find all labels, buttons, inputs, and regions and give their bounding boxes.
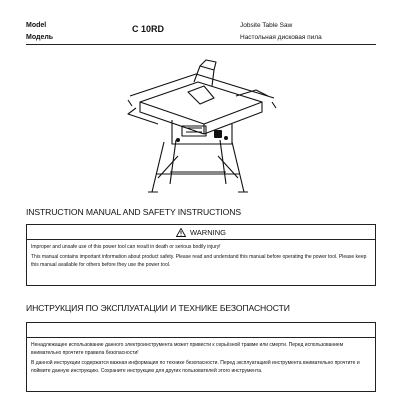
instruction-manual-title: INSTRUCTION MANUAL AND SAFETY INSTRUCTIONS bbox=[26, 207, 241, 217]
warning-header bbox=[27, 225, 375, 240]
warning-text-2: This manual contains important information about product safety. Please read and understand this manual before operating the power tool. Please keep this manual available for others before they use the power tool. bbox=[31, 254, 367, 268]
warning-box bbox=[26, 224, 376, 286]
warning-text-ru-2: В данной инструкции содержатся важная информация по технике безопасности. Перед эксплуатацией инструмента внимательно прочтите и поймите данную инструкцию. Сохраните инструкцию для других пользователей этого инструмента. bbox=[31, 360, 360, 374]
table-saw-illustration bbox=[118, 52, 278, 200]
model-label-en: Model bbox=[26, 22, 47, 29]
warning-box-ru bbox=[26, 322, 376, 392]
warning-label: WARNING bbox=[190, 227, 226, 237]
model-value: C 10RD bbox=[132, 24, 165, 34]
warning-text-1: Improper and unsafe use of this power tool can result in death or serious bodily injury! bbox=[31, 244, 221, 250]
product-name-en: Jobsite Table Saw bbox=[240, 22, 293, 29]
warning-header-ru bbox=[27, 323, 375, 338]
warning-text-ru-1: Ненадлежащее использование данного электроинструмента может привести к серьёзной травме или смерти. Перед использованием внимательно прочтите правила безопасности! bbox=[31, 342, 344, 356]
product-name-ru: Настольная дисковая пила bbox=[240, 34, 322, 41]
model-label-ru: Модель bbox=[26, 34, 54, 41]
instruction-manual-title-ru: ИНСТРУКЦИЯ ПО ЭКСПЛУАТАЦИИ И ТЕХНИКЕ БЕЗОПАСНОСТИ bbox=[26, 303, 290, 313]
document-header bbox=[26, 22, 376, 46]
header-rule bbox=[26, 44, 376, 45]
warning-triangle-icon bbox=[176, 228, 186, 237]
